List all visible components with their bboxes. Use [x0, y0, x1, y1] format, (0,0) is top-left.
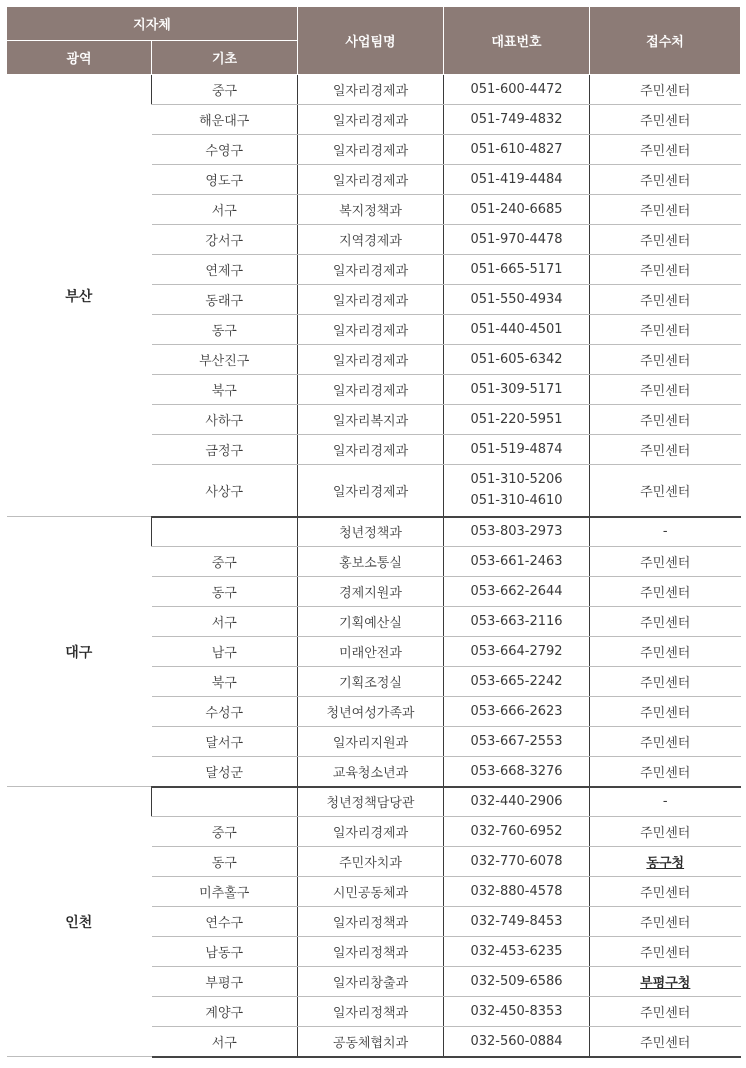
phone-cell: 053-664-2792 [444, 637, 590, 667]
phone-cell: 053-667-2553 [444, 727, 590, 757]
team-cell: 일자리창출과 [298, 967, 444, 997]
header-region: 광역 [7, 41, 152, 75]
phone-cell: 032-450-8353 [444, 997, 590, 1027]
phone-cell: 051-440-4501 [444, 315, 590, 345]
phone-cell: 032-880-4578 [444, 877, 590, 907]
phone-cell: 032-560-0884 [444, 1027, 590, 1057]
local-cell: 계양구 [152, 997, 298, 1027]
reception-cell: 주민센터 [590, 697, 741, 727]
phone-cell: 051-600-4472 [444, 75, 590, 105]
team-cell: 지역경제과 [298, 225, 444, 255]
phone-cell: 051-519-4874 [444, 435, 590, 465]
team-cell: 교육청소년과 [298, 757, 444, 787]
team-cell: 일자리정책과 [298, 907, 444, 937]
reception-cell: 주민센터 [590, 105, 741, 135]
reception-cell: 주민센터 [590, 285, 741, 315]
header-group: 지자체 [7, 7, 298, 41]
local-cell [152, 787, 298, 817]
team-cell: 일자리경제과 [298, 165, 444, 195]
team-cell: 일자리경제과 [298, 75, 444, 105]
team-cell: 일자리경제과 [298, 817, 444, 847]
phone-cell: 032-453-6235 [444, 937, 590, 967]
reception-cell: 주민센터 [590, 465, 741, 517]
reception-cell: 주민센터 [590, 907, 741, 937]
phone-cell: 032-440-2906 [444, 787, 590, 817]
local-cell: 북구 [152, 667, 298, 697]
team-cell: 일자리복지과 [298, 405, 444, 435]
reception-link[interactable]: 부평구청 [640, 976, 691, 991]
local-cell: 금정구 [152, 435, 298, 465]
team-cell: 경제지원과 [298, 577, 444, 607]
team-cell: 일자리경제과 [298, 465, 444, 517]
reception-cell: 주민센터 [590, 435, 741, 465]
phone-cell: 051-419-4484 [444, 165, 590, 195]
team-cell: 일자리경제과 [298, 105, 444, 135]
team-cell: 일자리지원과 [298, 727, 444, 757]
reception-cell [590, 967, 741, 997]
reception-cell: 주민센터 [590, 1027, 741, 1057]
team-cell: 일자리경제과 [298, 315, 444, 345]
reception-cell: - [590, 787, 741, 817]
phone-cell: 051-970-4478 [444, 225, 590, 255]
local-cell: 부평구 [152, 967, 298, 997]
region-cell: 인천 [7, 787, 152, 1057]
reception-cell: 주민센터 [590, 577, 741, 607]
team-cell: 공동체협치과 [298, 1027, 444, 1057]
reception-cell: 주민센터 [590, 937, 741, 967]
phone-cell: 051-665-5171 [444, 255, 590, 285]
phone-cell: 053-803-2973 [444, 517, 590, 547]
team-cell: 일자리경제과 [298, 345, 444, 375]
local-cell: 남구 [152, 637, 298, 667]
team-cell: 주민자치과 [298, 847, 444, 877]
reception-cell: 주민센터 [590, 375, 741, 405]
local-cell: 북구 [152, 375, 298, 405]
team-cell: 일자리경제과 [298, 375, 444, 405]
local-cell: 수성구 [152, 697, 298, 727]
phone-cell: 051-309-5171 [444, 375, 590, 405]
team-cell: 기획조정실 [298, 667, 444, 697]
reception-cell: 주민센터 [590, 727, 741, 757]
reception-cell: 주민센터 [590, 817, 741, 847]
local-cell: 동구 [152, 315, 298, 345]
local-cell: 중구 [152, 817, 298, 847]
reception-cell: 주민센터 [590, 195, 741, 225]
reception-cell: 주민센터 [590, 75, 741, 105]
team-cell: 기획예산실 [298, 607, 444, 637]
table-row [7, 517, 741, 547]
reception-cell: 주민센터 [590, 637, 741, 667]
local-cell: 중구 [152, 547, 298, 577]
reception-cell: 주민센터 [590, 135, 741, 165]
local-cell: 서구 [152, 195, 298, 225]
local-cell: 사상구 [152, 465, 298, 517]
team-cell: 일자리정책과 [298, 937, 444, 967]
team-cell: 시민공동체과 [298, 877, 444, 907]
reception-cell: 주민센터 [590, 345, 741, 375]
local-cell: 달서구 [152, 727, 298, 757]
local-cell: 수영구 [152, 135, 298, 165]
local-cell: 동래구 [152, 285, 298, 315]
phone-cell: 032-509-6586 [444, 967, 590, 997]
team-cell: 미래안전과 [298, 637, 444, 667]
header-phone: 대표번호 [444, 7, 590, 75]
local-cell: 남동구 [152, 937, 298, 967]
local-cell: 달성군 [152, 757, 298, 787]
team-cell: 복지정책과 [298, 195, 444, 225]
reception-cell: 주민센터 [590, 405, 741, 435]
local-cell: 사하구 [152, 405, 298, 435]
reception-cell: 주민센터 [590, 225, 741, 255]
phone-cell: 032-749-8453 [444, 907, 590, 937]
local-cell: 영도구 [152, 165, 298, 195]
local-cell: 서구 [152, 1027, 298, 1057]
header-local: 기초 [152, 41, 298, 75]
region-cell: 대구 [7, 517, 152, 787]
local-cell: 해운대구 [152, 105, 298, 135]
header-reception: 접수처 [590, 7, 741, 75]
local-cell: 동구 [152, 577, 298, 607]
reception-cell: 주민센터 [590, 315, 741, 345]
local-cell: 연제구 [152, 255, 298, 285]
phone-cell: 053-662-2644 [444, 577, 590, 607]
phone-cell: 051-240-6685 [444, 195, 590, 225]
reception-cell: 주민센터 [590, 255, 741, 285]
reception-cell: 주민센터 [590, 757, 741, 787]
phone-cell: 032-760-6952 [444, 817, 590, 847]
phone-cell: 053-661-2463 [444, 547, 590, 577]
local-cell: 강서구 [152, 225, 298, 255]
header-team: 사업팀명 [298, 7, 444, 75]
phone-cell: 051-749-4832 [444, 105, 590, 135]
reception-cell: 주민센터 [590, 607, 741, 637]
phone-line: 051-310-5206 [470, 472, 563, 488]
local-cell: 동구 [152, 847, 298, 877]
local-cell [152, 517, 298, 547]
phone-line: 051-310-4610 [470, 493, 563, 509]
table-row [7, 787, 741, 817]
team-cell: 홍보소통실 [298, 547, 444, 577]
table-row [7, 75, 741, 105]
local-cell: 서구 [152, 607, 298, 637]
phone-cell [444, 465, 590, 517]
phone-cell: 032-770-6078 [444, 847, 590, 877]
team-cell: 청년여성가족과 [298, 697, 444, 727]
reception-cell: 주민센터 [590, 877, 741, 907]
phone-cell: 053-663-2116 [444, 607, 590, 637]
table-body [7, 75, 741, 1057]
reception-link[interactable]: 동구청 [646, 856, 685, 871]
phone-cell: 051-550-4934 [444, 285, 590, 315]
team-cell: 일자리경제과 [298, 285, 444, 315]
local-cell: 연수구 [152, 907, 298, 937]
phone-cell: 051-610-4827 [444, 135, 590, 165]
phone-cell: 053-666-2623 [444, 697, 590, 727]
region-cell: 부산 [7, 75, 152, 517]
reception-cell: 주민센터 [590, 165, 741, 195]
phone-cell: 053-665-2242 [444, 667, 590, 697]
reception-cell [590, 847, 741, 877]
local-cell: 미추홀구 [152, 877, 298, 907]
team-cell: 일자리경제과 [298, 435, 444, 465]
local-cell: 부산진구 [152, 345, 298, 375]
team-cell: 일자리정책과 [298, 997, 444, 1027]
team-cell: 일자리경제과 [298, 255, 444, 285]
reception-cell: 주민센터 [590, 997, 741, 1027]
phone-cell: 051-605-6342 [444, 345, 590, 375]
reception-cell: 주민센터 [590, 667, 741, 697]
phone-cell: 051-220-5951 [444, 405, 590, 435]
reception-cell: - [590, 517, 741, 547]
team-cell: 일자리경제과 [298, 135, 444, 165]
team-cell: 청년정책담당관 [298, 787, 444, 817]
contact-table [6, 6, 741, 1058]
reception-cell: 주민센터 [590, 547, 741, 577]
phone-cell: 053-668-3276 [444, 757, 590, 787]
local-cell: 중구 [152, 75, 298, 105]
team-cell: 청년정책과 [298, 517, 444, 547]
